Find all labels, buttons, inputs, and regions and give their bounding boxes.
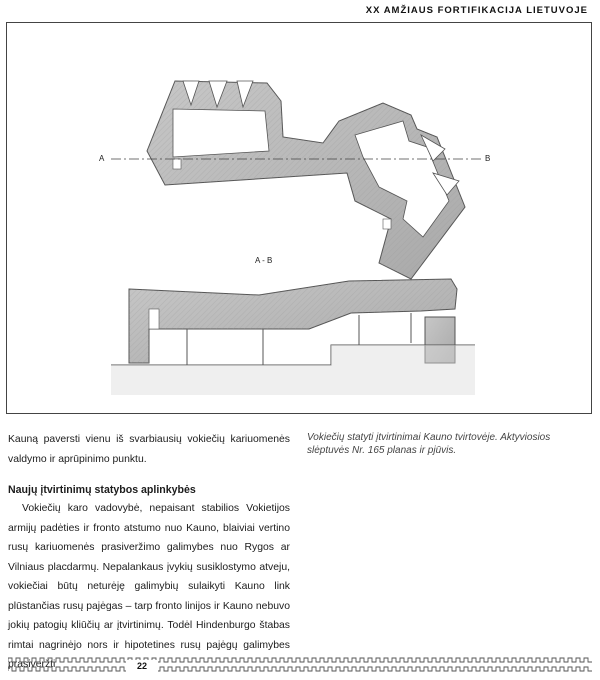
footer-ornament bbox=[8, 654, 592, 676]
section-label: A - B bbox=[255, 256, 273, 265]
footer-wave-bottom bbox=[8, 667, 592, 671]
page-number: 22 bbox=[126, 660, 158, 672]
footer-wave-path bbox=[8, 658, 592, 662]
fortification-drawing bbox=[7, 23, 593, 415]
plan-pillar-1 bbox=[173, 159, 181, 169]
section-view bbox=[111, 279, 475, 395]
section-opening bbox=[149, 309, 159, 329]
figure-plan-and-section bbox=[6, 22, 592, 414]
text-column bbox=[8, 430, 290, 675]
intro-paragraph: Kauną paversti vienu iš svarbiausių vokiečių kariuomenės valdymo ir aprūpinimo punktu. bbox=[8, 434, 290, 465]
running-header: XX AMŽIAUS FORTIFIKACIJA LIETUVOJE bbox=[365, 5, 588, 16]
plan-room-main bbox=[173, 109, 269, 157]
label-a: A bbox=[99, 154, 105, 163]
plan-pillar-2 bbox=[383, 219, 391, 229]
plan-view bbox=[99, 81, 490, 279]
figure-caption: Vokiečių statyti įtvirtinimai Kauno tvirtovėje. Aktyviosios slėptuvės Nr. 165 planas ir pjūvis. bbox=[307, 432, 551, 456]
body-paragraph: Vokiečių karo vadovybė, nepaisant stabilios Vokietijos armijų padėties ir fronto atstumo nuo Kauno, blaiviai vertino rusų kariuomenės prasiveržimo galimybes nuo Rygos ar Vilniaus placdarmų. Nepalankaus įvykių susiklostymo atveju, vokiečiai būtų neturėję galimybių sulaikyti Kauno link plūstančias rusų pajėgas – tarp fronto linijos ir Kauno nebuvo jokių patogių kliūčių ar įtvirtinimų. Todėl Hindenburgo štabas rimtai nagrinėjo nors ir hipotetines rusų pajėgų galimybes prasiveržti bbox=[8, 503, 290, 670]
section-ground bbox=[111, 345, 475, 395]
section-heading: Naujų įtvirtinimų statybos aplinkybės bbox=[8, 484, 196, 496]
footer-wave-top bbox=[8, 658, 592, 662]
label-b: B bbox=[485, 154, 491, 163]
footer-wave-path bbox=[8, 667, 592, 671]
